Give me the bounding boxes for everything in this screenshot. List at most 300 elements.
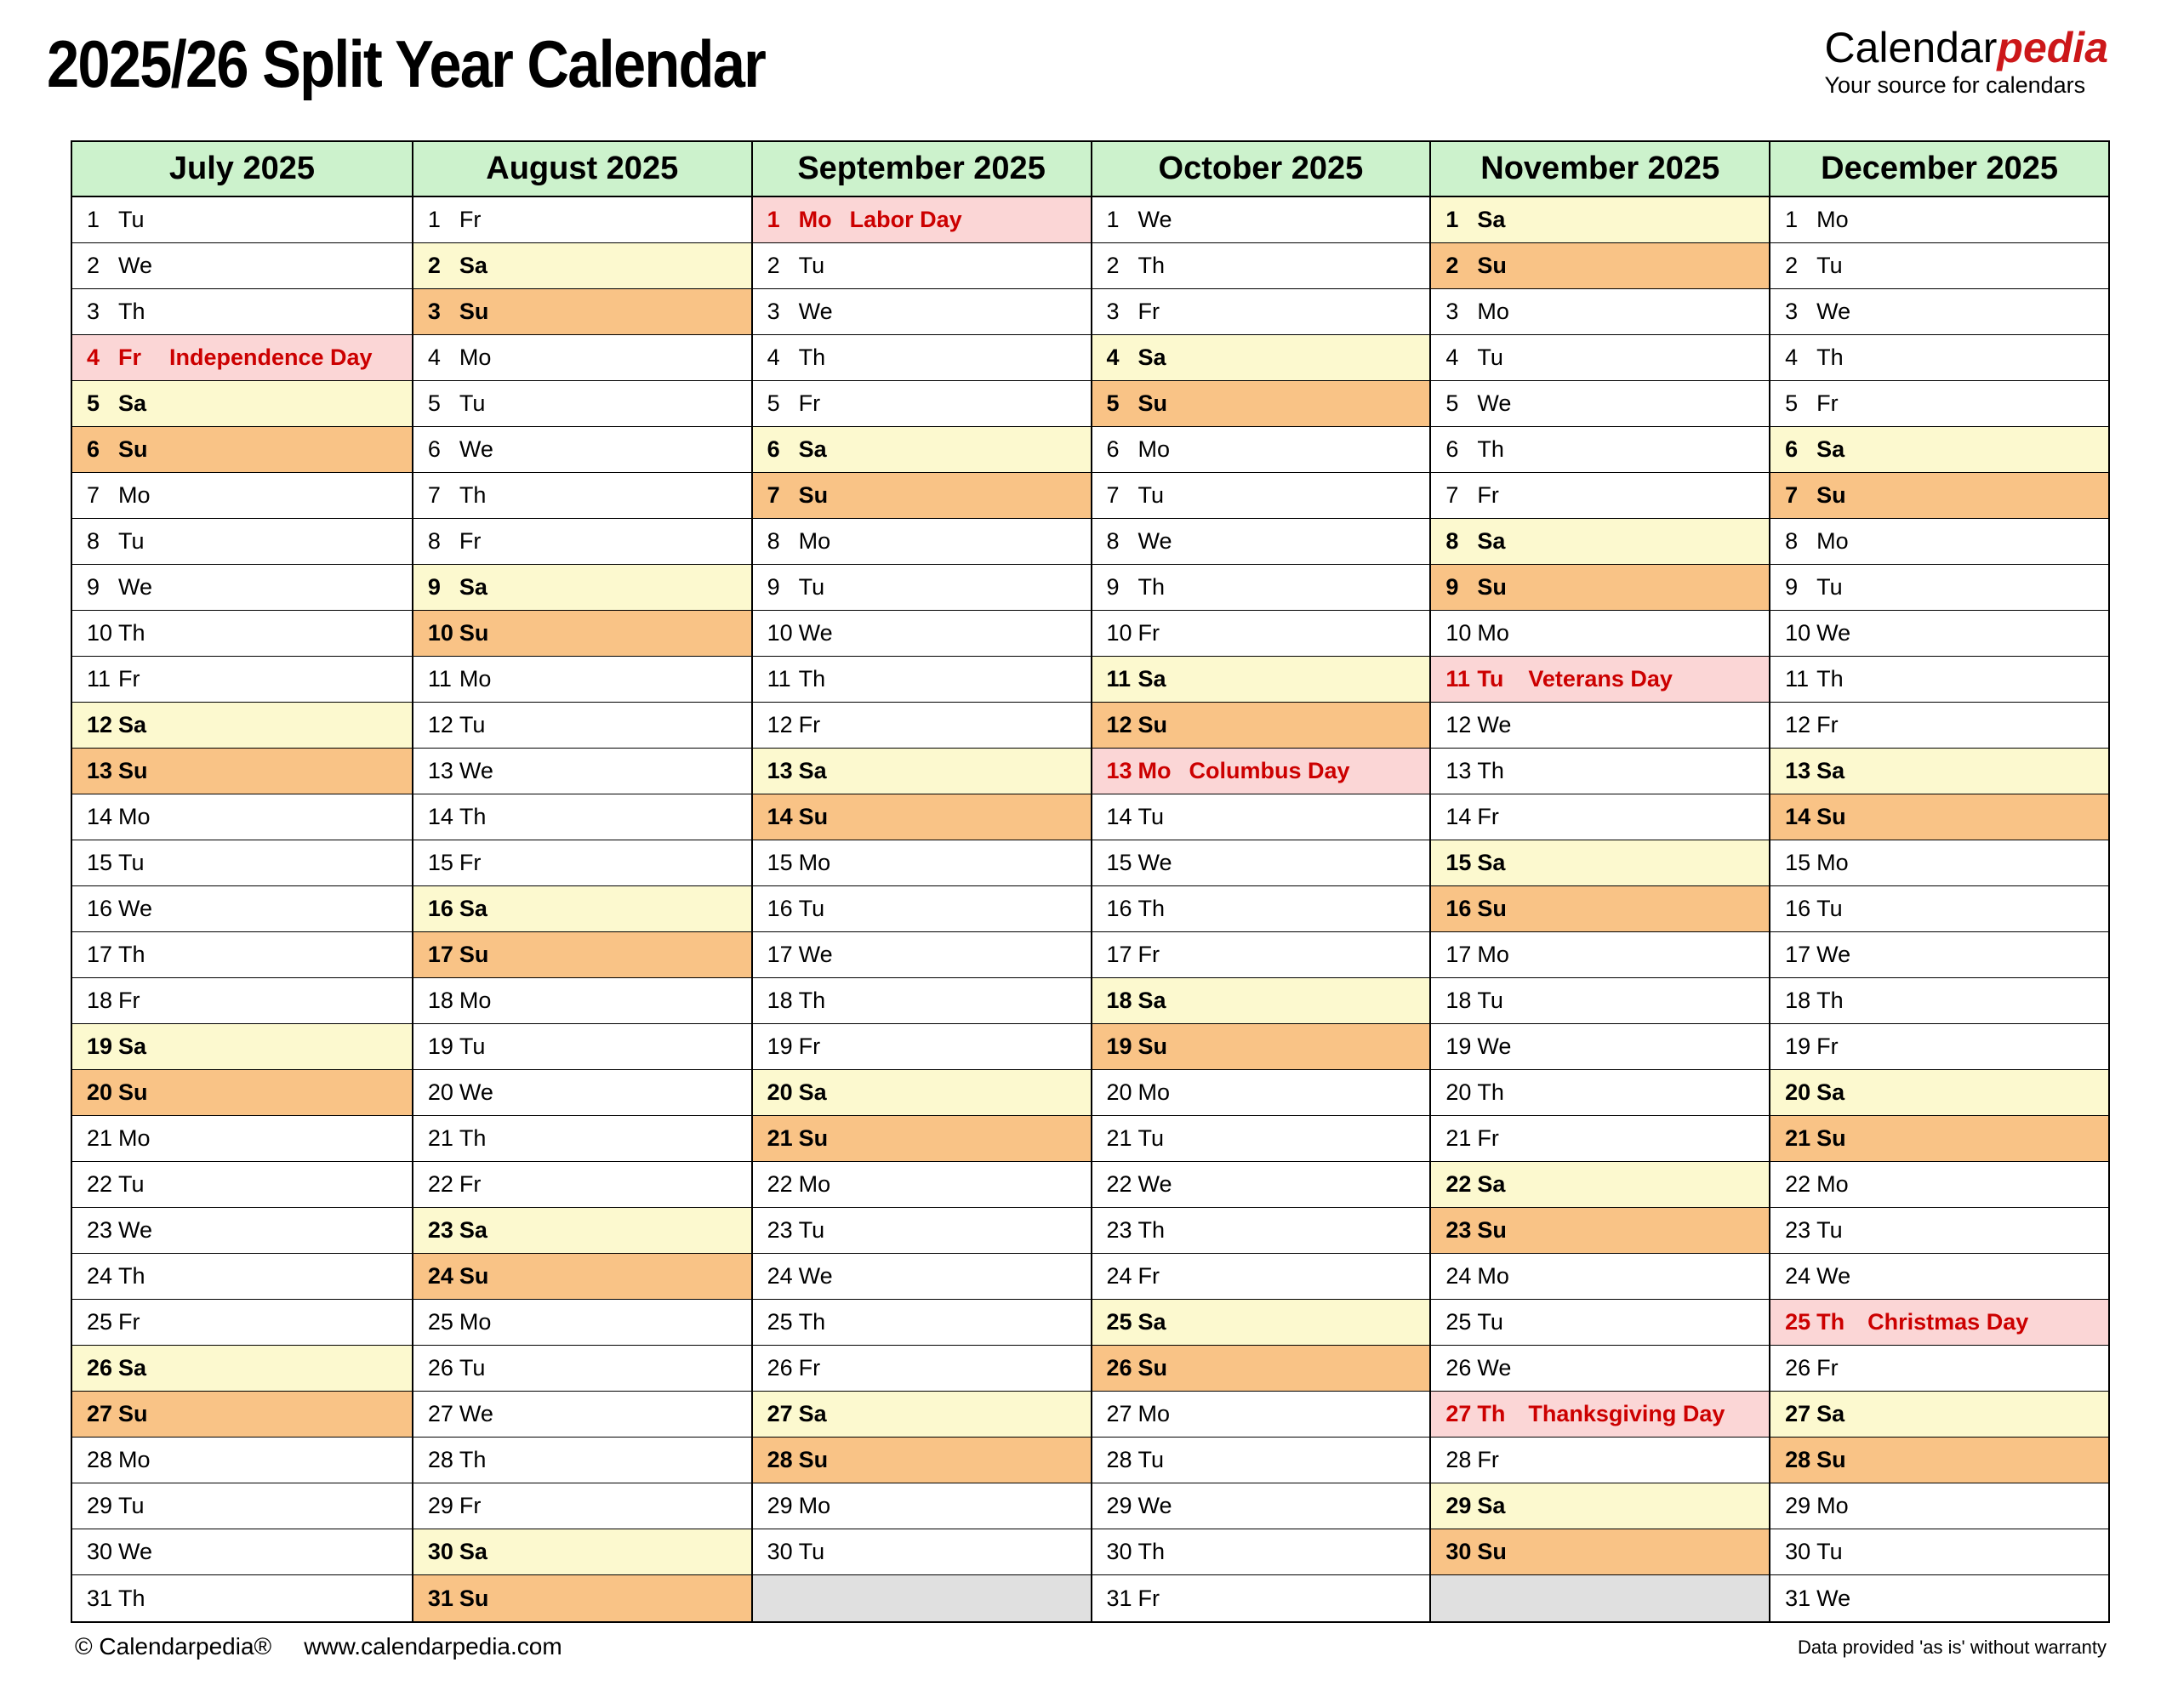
- day-weekday: Sa: [1816, 1079, 1845, 1105]
- day-number: 19: [1106, 1033, 1132, 1059]
- logo-text-pedia: pedia: [1997, 24, 2108, 71]
- day-number: 29: [1445, 1493, 1472, 1518]
- day-number: 2: [427, 253, 441, 278]
- day-cell: [1092, 1300, 1430, 1346]
- day-cell: [753, 381, 1091, 427]
- day-number: 6: [1445, 436, 1459, 462]
- website-url: www.calendarpedia.com: [304, 1633, 562, 1660]
- day-number: 18: [1785, 988, 1811, 1013]
- day-weekday: We: [118, 1539, 153, 1564]
- day-weekday: We: [1477, 1355, 1512, 1381]
- day-cell: [1092, 1116, 1430, 1162]
- day-cell: [1431, 243, 1769, 289]
- footer-copyright: [75, 1633, 562, 1660]
- day-cell: [72, 1300, 412, 1346]
- day-weekday: We: [798, 620, 833, 646]
- day-cell: [1092, 611, 1430, 657]
- day-weekday: Fr: [1816, 712, 1839, 737]
- day-weekday: Tu: [798, 1539, 825, 1564]
- day-weekday: Mo: [1816, 528, 1849, 554]
- day-number: 13: [427, 758, 453, 783]
- day-cell: [1770, 1346, 2108, 1392]
- day-number: 18: [1106, 988, 1132, 1013]
- day-weekday: Su: [1477, 574, 1507, 600]
- day-cell: [72, 703, 412, 749]
- day-cell: [72, 197, 412, 243]
- day-weekday: Th: [1137, 1539, 1166, 1564]
- month-header: November 2025: [1431, 142, 1769, 197]
- blank-day-cell: [1431, 1575, 1769, 1621]
- day-number: 26: [87, 1355, 113, 1381]
- day-cell: [1431, 1162, 1769, 1208]
- day-number: 31: [87, 1585, 113, 1611]
- day-weekday: Sa: [1137, 344, 1166, 370]
- day-weekday: We: [1816, 620, 1851, 646]
- day-cell: [1431, 381, 1769, 427]
- day-cell: [1431, 1438, 1769, 1483]
- day-number: 21: [1785, 1125, 1811, 1151]
- day-cell: [1092, 1529, 1430, 1575]
- day-weekday: Su: [1137, 712, 1168, 737]
- day-weekday: Th: [118, 299, 145, 324]
- day-weekday: Fr: [1477, 482, 1499, 508]
- day-weekday: Mo: [459, 988, 492, 1013]
- day-cell: [1092, 381, 1430, 427]
- day-cell: [72, 1254, 412, 1300]
- day-weekday: Th: [798, 344, 826, 370]
- day-number: 6: [1106, 436, 1120, 462]
- day-number: 6: [427, 436, 441, 462]
- day-number: 27: [1785, 1401, 1811, 1426]
- day-number: 13: [1785, 758, 1811, 783]
- day-weekday: Th: [1477, 1079, 1504, 1105]
- day-cell: [1770, 840, 2108, 886]
- day-cell: [1431, 335, 1769, 381]
- day-cell: [1092, 1024, 1430, 1070]
- day-cell: [72, 978, 412, 1024]
- day-weekday: Th: [459, 1125, 487, 1151]
- day-weekday: Tu: [1816, 574, 1843, 600]
- day-number: 13: [767, 758, 793, 783]
- day-cell: [72, 1070, 412, 1116]
- day-number: 15: [87, 850, 113, 875]
- day-cell: [1092, 657, 1430, 703]
- day-weekday: Sa: [1137, 988, 1166, 1013]
- day-number: 22: [1106, 1171, 1132, 1197]
- day-number: 16: [427, 896, 453, 921]
- day-cell: [1770, 932, 2108, 978]
- split-year-calendar-table: [71, 140, 2110, 1623]
- day-number: 10: [767, 620, 793, 646]
- day-number: 30: [1106, 1539, 1132, 1564]
- day-cell: [1431, 519, 1769, 565]
- day-weekday: We: [1477, 390, 1512, 416]
- holiday-label: Labor Day: [849, 207, 962, 232]
- day-cell: [1770, 886, 2108, 932]
- day-number: 19: [1445, 1033, 1472, 1059]
- day-weekday: Fr: [1816, 1033, 1839, 1059]
- day-cell: [72, 519, 412, 565]
- day-cell: [413, 657, 751, 703]
- day-weekday: Su: [1137, 390, 1168, 416]
- day-cell: [753, 289, 1091, 335]
- day-cell: [1431, 1208, 1769, 1254]
- day-number: 29: [427, 1493, 453, 1518]
- day-number: 17: [1445, 942, 1472, 967]
- day-weekday: Su: [118, 758, 148, 783]
- day-weekday: Th: [1816, 1309, 1845, 1335]
- day-number: 1: [87, 207, 100, 232]
- day-number: 14: [767, 804, 793, 829]
- day-number: 4: [767, 344, 780, 370]
- day-weekday: Sa: [1816, 758, 1845, 783]
- day-number: 28: [1106, 1447, 1132, 1472]
- day-number: 4: [87, 344, 100, 370]
- day-number: 29: [767, 1493, 793, 1518]
- day-weekday: Sa: [1477, 850, 1506, 875]
- day-cell: [1770, 1529, 2108, 1575]
- day-cell: [413, 1254, 751, 1300]
- day-cell: [1770, 1070, 2108, 1116]
- day-weekday: Tu: [1137, 1125, 1165, 1151]
- day-weekday: We: [1816, 1585, 1851, 1611]
- day-number: 28: [767, 1447, 793, 1472]
- day-cell: [1092, 932, 1430, 978]
- day-cell: [72, 427, 412, 473]
- day-weekday: Mo: [798, 1493, 831, 1518]
- day-weekday: Su: [1816, 1447, 1846, 1472]
- day-number: 5: [427, 390, 441, 416]
- page-title: 2025/26 Split Year Calendar: [47, 26, 766, 101]
- day-cell: [1431, 932, 1769, 978]
- day-cell: [1092, 197, 1430, 243]
- day-number: 18: [1445, 988, 1472, 1013]
- day-cell: [1092, 1438, 1430, 1483]
- day-cell: [413, 932, 751, 978]
- day-weekday: Mo: [118, 1125, 151, 1151]
- month-header: July 2025: [72, 142, 412, 197]
- day-number: 1: [1106, 207, 1120, 232]
- day-cell: [753, 749, 1091, 794]
- day-weekday: Su: [118, 1079, 148, 1105]
- day-weekday: Fr: [1477, 1447, 1499, 1472]
- day-cell: [1431, 1116, 1769, 1162]
- day-weekday: Sa: [798, 436, 827, 462]
- day-number: 23: [87, 1217, 113, 1243]
- day-weekday: Tu: [798, 574, 825, 600]
- day-cell: [1431, 1483, 1769, 1529]
- holiday-label: Christmas Day: [1867, 1309, 2029, 1335]
- day-cell: [413, 473, 751, 519]
- day-number: 19: [87, 1033, 113, 1059]
- day-number: 3: [87, 299, 100, 324]
- day-cell: [413, 519, 751, 565]
- day-cell: [413, 749, 751, 794]
- day-number: 21: [1106, 1125, 1132, 1151]
- day-number: 23: [1106, 1217, 1132, 1243]
- day-cell: [72, 611, 412, 657]
- day-number: 25: [767, 1309, 793, 1335]
- day-cell: [753, 1392, 1091, 1438]
- day-number: 16: [87, 896, 113, 921]
- day-number: 22: [1445, 1171, 1472, 1197]
- day-cell: [1770, 1024, 2108, 1070]
- day-number: 27: [1106, 1401, 1132, 1426]
- day-number: 11: [427, 666, 452, 692]
- day-cell: [72, 1162, 412, 1208]
- day-cell: [1770, 1483, 2108, 1529]
- day-number: 3: [1106, 299, 1120, 324]
- day-weekday: Tu: [798, 253, 825, 278]
- day-cell: [413, 1575, 751, 1621]
- day-cell: [1770, 1392, 2108, 1438]
- day-weekday: We: [1137, 207, 1172, 232]
- day-number: 23: [1445, 1217, 1472, 1243]
- day-number: 6: [1785, 436, 1799, 462]
- day-weekday: Fr: [1137, 1263, 1160, 1289]
- day-weekday: Th: [459, 804, 487, 829]
- day-cell: [413, 978, 751, 1024]
- day-number: 7: [1106, 482, 1120, 508]
- day-number: 24: [1106, 1263, 1132, 1289]
- day-cell: [1092, 978, 1430, 1024]
- day-cell: [1092, 794, 1430, 840]
- day-weekday: Su: [798, 1447, 829, 1472]
- day-weekday: Th: [798, 1309, 826, 1335]
- day-number: 14: [87, 804, 113, 829]
- day-number: 9: [767, 574, 780, 600]
- day-cell: [1092, 243, 1430, 289]
- day-number: 10: [1785, 620, 1811, 646]
- day-cell: [753, 1438, 1091, 1483]
- day-weekday: Su: [1477, 1539, 1507, 1564]
- day-number: 19: [767, 1033, 793, 1059]
- day-weekday: Fr: [1816, 390, 1839, 416]
- day-number: 26: [1106, 1355, 1132, 1381]
- day-number: 5: [87, 390, 100, 416]
- day-weekday: Fr: [1477, 1125, 1499, 1151]
- day-number: 17: [427, 942, 453, 967]
- day-weekday: Mo: [1816, 207, 1849, 232]
- day-number: 24: [87, 1263, 113, 1289]
- day-weekday: Mo: [1137, 1401, 1171, 1426]
- day-weekday: Su: [459, 299, 489, 324]
- day-cell: [753, 565, 1091, 611]
- day-number: 21: [1445, 1125, 1472, 1151]
- day-cell: [753, 1300, 1091, 1346]
- day-number: 26: [1785, 1355, 1811, 1381]
- day-number: 8: [1785, 528, 1799, 554]
- day-weekday: Sa: [1477, 528, 1506, 554]
- day-weekday: Mo: [118, 1447, 151, 1472]
- day-cell: [1092, 289, 1430, 335]
- day-number: 15: [1106, 850, 1132, 875]
- day-cell: [753, 1483, 1091, 1529]
- day-weekday: We: [1816, 1263, 1851, 1289]
- day-number: 8: [1106, 528, 1120, 554]
- day-cell: [413, 565, 751, 611]
- day-weekday: Fr: [798, 1355, 821, 1381]
- day-number: 21: [427, 1125, 453, 1151]
- day-weekday: Th: [1137, 896, 1166, 921]
- holiday-label: Columbus Day: [1189, 758, 1350, 783]
- day-number: 4: [1785, 344, 1799, 370]
- day-weekday: Su: [118, 436, 148, 462]
- day-weekday: Th: [1137, 253, 1166, 278]
- day-number: 17: [1106, 942, 1132, 967]
- day-weekday: Mo: [1477, 1263, 1509, 1289]
- day-cell: [72, 749, 412, 794]
- day-number: 3: [1445, 299, 1459, 324]
- day-weekday: Su: [459, 1585, 489, 1611]
- day-number: 14: [427, 804, 453, 829]
- day-weekday: Fr: [1137, 299, 1160, 324]
- day-cell: [1770, 381, 2108, 427]
- day-cell: [72, 1575, 412, 1621]
- day-number: 4: [1106, 344, 1120, 370]
- day-weekday: We: [459, 436, 493, 462]
- day-number: 26: [427, 1355, 453, 1381]
- day-cell: [413, 197, 751, 243]
- day-cell: [413, 1070, 751, 1116]
- day-weekday: Th: [118, 620, 145, 646]
- day-cell: [1092, 1162, 1430, 1208]
- day-number: 27: [767, 1401, 793, 1426]
- day-cell: [1092, 519, 1430, 565]
- day-weekday: Mo: [798, 207, 832, 232]
- month-header: October 2025: [1092, 142, 1430, 197]
- day-number: 29: [1106, 1493, 1132, 1518]
- day-number: 16: [767, 896, 793, 921]
- day-number: 20: [1106, 1079, 1132, 1105]
- day-number: 20: [1785, 1079, 1811, 1105]
- day-number: 24: [1785, 1263, 1811, 1289]
- day-number: 12: [87, 712, 113, 737]
- day-number: 17: [87, 942, 113, 967]
- copyright-text: © Calendarpedia®: [75, 1633, 272, 1660]
- day-weekday: Su: [1137, 1033, 1168, 1059]
- day-cell: [413, 611, 751, 657]
- day-weekday: Tu: [1816, 253, 1843, 278]
- day-cell: [1770, 1162, 2108, 1208]
- day-cell: [753, 886, 1091, 932]
- day-weekday: Fr: [798, 712, 821, 737]
- day-cell: [1770, 703, 2108, 749]
- day-weekday: We: [118, 896, 153, 921]
- day-cell: [1431, 1024, 1769, 1070]
- day-number: 12: [427, 712, 453, 737]
- day-cell: [753, 840, 1091, 886]
- day-cell: [413, 1529, 751, 1575]
- day-number: 13: [87, 758, 113, 783]
- day-number: 13: [1106, 758, 1132, 783]
- day-number: 9: [1106, 574, 1120, 600]
- day-cell: [413, 1438, 751, 1483]
- day-number: 31: [1106, 1585, 1132, 1611]
- day-weekday: We: [1137, 1171, 1172, 1197]
- day-cell: [72, 565, 412, 611]
- day-cell: [1431, 978, 1769, 1024]
- day-weekday: Th: [1137, 1217, 1166, 1243]
- day-weekday: Mo: [459, 344, 492, 370]
- day-number: 29: [1785, 1493, 1811, 1518]
- day-cell: [1092, 703, 1430, 749]
- day-cell: [413, 1483, 751, 1529]
- day-number: 7: [427, 482, 441, 508]
- day-weekday: Fr: [118, 988, 140, 1013]
- day-weekday: Sa: [1477, 207, 1506, 232]
- day-number: 11: [1445, 666, 1470, 692]
- day-weekday: Su: [1477, 1217, 1507, 1243]
- day-cell: [72, 1483, 412, 1529]
- day-cell: [413, 381, 751, 427]
- day-number: 18: [767, 988, 793, 1013]
- day-number: 11: [1785, 666, 1810, 692]
- day-cell: [753, 1208, 1091, 1254]
- day-weekday: Sa: [798, 1401, 827, 1426]
- day-cell: [1431, 1300, 1769, 1346]
- day-weekday: Th: [1816, 988, 1844, 1013]
- day-weekday: We: [1137, 1493, 1172, 1518]
- day-number: 7: [1785, 482, 1799, 508]
- day-weekday: Tu: [1477, 344, 1503, 370]
- day-number: 27: [87, 1401, 113, 1426]
- day-weekday: Sa: [118, 712, 147, 737]
- calendarpedia-logo: [1825, 26, 2109, 99]
- day-weekday: Tu: [1477, 988, 1503, 1013]
- day-number: 1: [1445, 207, 1459, 232]
- day-weekday: Tu: [798, 896, 825, 921]
- day-cell: [72, 1346, 412, 1392]
- day-number: 23: [1785, 1217, 1811, 1243]
- day-cell: [753, 473, 1091, 519]
- day-number: 3: [1785, 299, 1799, 324]
- day-number: 15: [767, 850, 793, 875]
- day-weekday: Fr: [118, 344, 141, 370]
- day-cell: [753, 657, 1091, 703]
- day-number: 5: [1785, 390, 1799, 416]
- day-weekday: Tu: [118, 1171, 145, 1197]
- day-cell: [72, 1024, 412, 1070]
- day-cell: [1431, 703, 1769, 749]
- day-cell: [1092, 565, 1430, 611]
- day-number: 22: [767, 1171, 793, 1197]
- day-number: 22: [427, 1171, 453, 1197]
- day-number: 3: [427, 299, 441, 324]
- day-cell: [413, 794, 751, 840]
- day-cell: [72, 932, 412, 978]
- day-cell: [413, 335, 751, 381]
- day-cell: [1770, 335, 2108, 381]
- day-cell: [1770, 1254, 2108, 1300]
- day-cell: [753, 1024, 1091, 1070]
- day-number: 30: [1445, 1539, 1472, 1564]
- day-number: 7: [87, 482, 100, 508]
- day-number: 8: [427, 528, 441, 554]
- day-cell: [413, 1346, 751, 1392]
- day-number: 9: [1785, 574, 1799, 600]
- day-weekday: Mo: [1137, 758, 1172, 783]
- day-weekday: We: [798, 942, 833, 967]
- day-cell: [1431, 886, 1769, 932]
- day-cell: [72, 1438, 412, 1483]
- day-number: 12: [1106, 712, 1132, 737]
- day-weekday: Mo: [798, 528, 831, 554]
- day-weekday: Th: [798, 988, 826, 1013]
- day-number: 23: [427, 1217, 453, 1243]
- day-weekday: Tu: [798, 1217, 825, 1243]
- holiday-label: Independence Day: [169, 344, 373, 370]
